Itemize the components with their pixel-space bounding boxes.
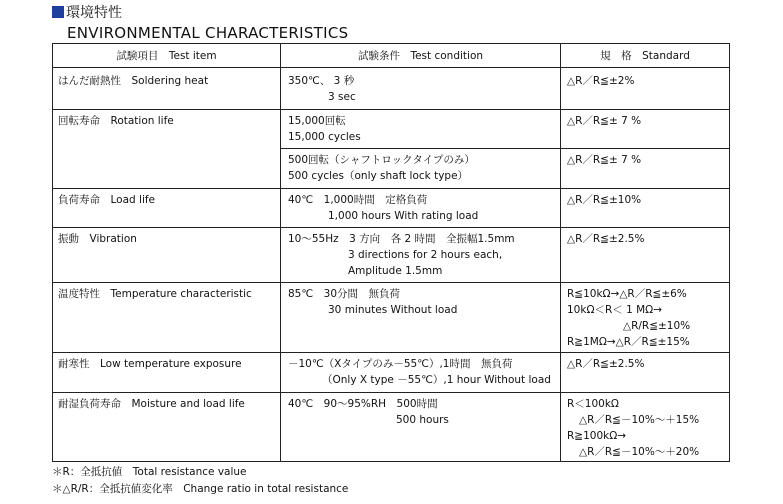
- header-test-condition: 試験条件 Test condition: [357, 50, 484, 62]
- standard: R＜100kΩ △R／R≦－10%～＋15% R≧100kΩ→ △R／R≦－10%～＋20%: [567, 398, 700, 458]
- standard: △R／R≦±10%: [567, 194, 642, 206]
- standard: △R／R≦±2.5%: [567, 233, 645, 245]
- header-test-item: 試験項目 Test item: [116, 50, 217, 62]
- table-col-divider: [280, 43, 281, 462]
- table-border-right: [729, 43, 730, 462]
- table-rule: [52, 109, 730, 110]
- standard: △R／R≦±2%: [567, 75, 635, 87]
- test-condition: 40℃ 1,000時間 定格負荷 1,000 hours With rating load: [288, 194, 479, 222]
- section-title-jp: 環境特性: [52, 4, 122, 22]
- test-item: 振動 Vibration: [58, 233, 137, 245]
- test-item: はんだ耐熱性 Soldering heat: [58, 75, 209, 87]
- table-rule-top: [52, 43, 730, 44]
- test-condition: －10℃（Xタイプのみ－55℃）,1時間 無負荷 （Only X type －55℃）,1 hour Without load: [288, 358, 551, 386]
- standard: △R／R≦± 7 %: [567, 115, 642, 127]
- table-col-divider: [560, 43, 561, 462]
- test-condition: 500回転（シャフトロックタイプのみ） 500 cycles（only shaft lock type）: [288, 154, 475, 182]
- table-rule-bottom: [52, 461, 730, 462]
- table-border-left: [52, 43, 53, 462]
- section-title-en: ENVIRONMENTAL CHARACTERISTICS: [67, 24, 349, 42]
- header-standard: 規 格 Standard: [600, 50, 690, 62]
- table-rule: [52, 352, 730, 353]
- table-rule: [52, 282, 730, 283]
- standard: △R／R≦±2.5%: [567, 358, 645, 370]
- standard: △R／R≦± 7 %: [567, 154, 642, 166]
- test-item: 回転寿命 Rotation life: [58, 115, 174, 127]
- test-condition: 10～55Hz 3 方向 各 2 時間 全振幅1.5mm 3 directions for 2 hours each, Amplitude 1.5mm: [288, 233, 515, 277]
- test-item: 耐湿負荷寿命 Moisture and load life: [58, 398, 245, 410]
- test-condition: 40℃ 90～95%RH 500時間 500 hours: [288, 398, 449, 426]
- test-item: 耐寒性 Low temperature exposure: [58, 358, 242, 370]
- table-rule: [52, 392, 730, 393]
- bullet-square-icon: [52, 6, 64, 18]
- test-condition: 15,000回転 15,000 cycles: [288, 115, 361, 143]
- table-rule-header: [52, 67, 730, 68]
- test-item: 負荷寿命 Load life: [58, 194, 156, 206]
- standard: R≦10kΩ→△R／R≦±6% 10kΩ＜R＜ 1 MΩ→ △R/R≦±10% R≧1MΩ→△R／R≦±15%: [567, 288, 691, 348]
- test-condition: 350℃、 3 秒 3 sec: [288, 75, 356, 103]
- table-rule: [52, 227, 730, 228]
- test-item: 温度特性 Temperature characteristic: [58, 288, 252, 300]
- test-condition: 85℃ 30分間 無負荷 30 minutes Without load: [288, 288, 458, 316]
- footnote-change-ratio: ＊△R/R：全抵抗値変化率 Change ratio in total resistance: [52, 483, 349, 495]
- footnote-total-resistance: ＊R：全抵抗値 Total resistance value: [52, 466, 247, 478]
- table-rule-partial: [280, 148, 730, 149]
- table-rule: [52, 188, 730, 189]
